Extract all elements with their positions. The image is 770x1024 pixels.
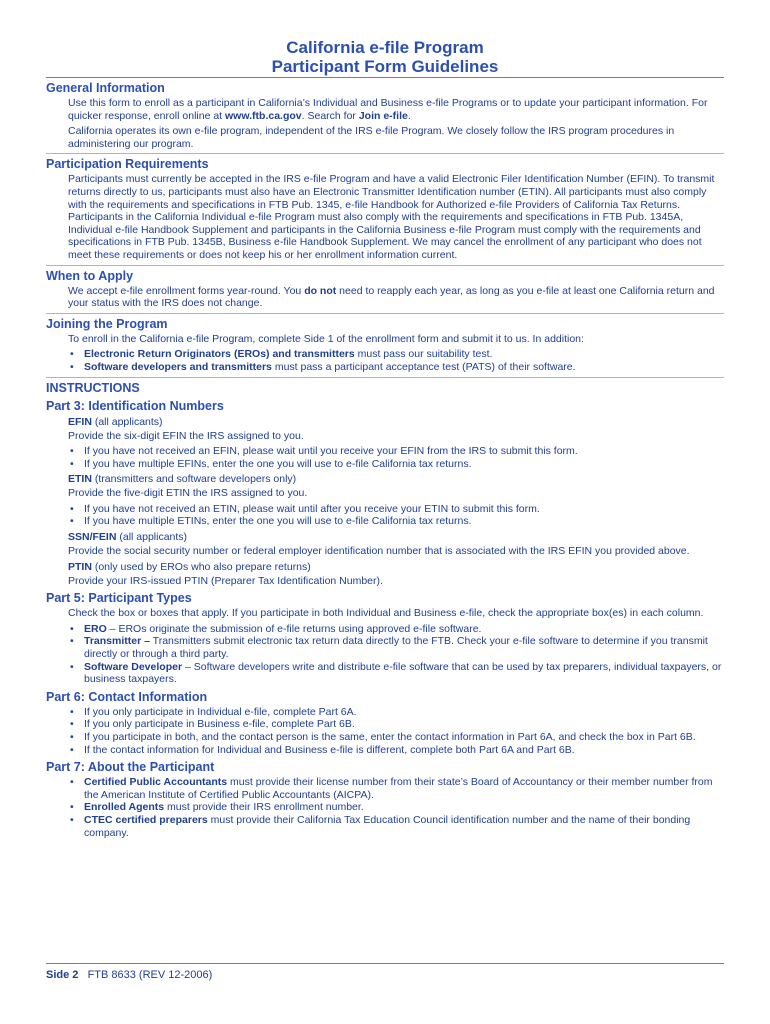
- efin-paragraph: Provide the six-digit EFIN the IRS assigned to you.: [68, 429, 304, 442]
- part6-list: [68, 706, 724, 756]
- part5-paragraph: Check the box or boxes that apply. If you participate in both Individual and Business e-file, check the appropriate box(es) in each column.: [68, 607, 704, 620]
- list-item-bold: Electronic Return Originators (EROs) and transmitters: [84, 348, 355, 361]
- when-text-a: We accept e-file enrollment forms year-round. You: [68, 284, 305, 297]
- page-title: [46, 38, 724, 76]
- general-information-heading: General Information: [46, 81, 165, 95]
- efin-label: EFIN: [68, 415, 92, 428]
- ptin-paragraph: Provide your IRS-issued PTIN (Preparer Tax Identification Number).: [68, 574, 383, 587]
- list-item-bold: Software developers and transmitters: [84, 360, 272, 373]
- when-to-apply-paragraph: [68, 285, 724, 310]
- ptin-label: PTIN: [68, 560, 92, 573]
- list-item-bold: Transmitter –: [84, 635, 150, 648]
- footer-side: Side 2: [46, 969, 79, 981]
- ssn-qualifier: (all applicants): [116, 531, 188, 544]
- part6-heading: Part 6: Contact Information: [46, 689, 208, 704]
- joining-section: [46, 316, 724, 374]
- title-line-2: Participant Form Guidelines: [271, 57, 499, 76]
- when-text-b: need to reapply each year, as long as you e-file at least one California return and your status with the IRS does not change.: [68, 284, 715, 310]
- footer-form-number: FTB 8633 (REV 12-2006): [87, 969, 213, 981]
- title-line-1: California e-file Program: [286, 38, 484, 57]
- etin-paragraph: Provide the five-digit ETIN the IRS assigned to you.: [68, 487, 308, 500]
- list-item: • If you have not received an EFIN, please wait until you receive your EFIN from the IRS to submit this form.: [68, 445, 724, 458]
- efin-subheading: [68, 416, 724, 429]
- list-item: [68, 776, 724, 801]
- list-item-text: – EROs originate the submission of e-file returns using approved e-file software.: [106, 622, 482, 635]
- document-page: [46, 38, 724, 842]
- joining-heading: Joining the Program: [46, 316, 168, 331]
- when-bold-text: do not: [304, 284, 337, 297]
- list-item: • If you have multiple EFINs, enter the one you will use to e-file California tax returns.: [68, 458, 724, 471]
- part7-list: [68, 776, 724, 839]
- list-item: [68, 635, 724, 660]
- list-item-bold: Certified Public Accountants: [84, 776, 228, 789]
- ptin-subheading: [68, 561, 724, 574]
- part5-list: [68, 623, 724, 686]
- list-item-text: must provide their license number from their state’s Board of Accountancy or their member number from the American Institute of Certified Public Accountants (AICPA).: [84, 776, 713, 801]
- general-information-paragraph-1: [68, 97, 724, 122]
- general-p1-text-a: Use this form to enroll as a participant in California’s Individual and Business e-file Programs or to update your participant information. For quicker response, enroll online at: [68, 97, 708, 122]
- part5-heading: Part 5: Participant Types: [46, 591, 192, 606]
- part3-heading: Part 3: Identification Numbers: [46, 398, 224, 413]
- list-item-bold: CTEC certified preparers: [84, 813, 208, 826]
- ssn-label: SSN/FEIN: [68, 531, 117, 544]
- participation-section: [46, 156, 724, 261]
- general-p1-text-c: .: [407, 109, 411, 122]
- instructions-heading: INSTRUCTIONS: [46, 380, 140, 395]
- title-rule: [46, 77, 724, 78]
- ftb-website-link[interactable]: www.ftb.ca.gov: [225, 109, 302, 122]
- section-divider: [46, 153, 724, 154]
- section-divider: [46, 377, 724, 378]
- list-item-text: must pass a participant acceptance test (PATS) of their software.: [271, 360, 576, 373]
- list-item-text: must pass our suitability test.: [354, 348, 493, 361]
- when-to-apply-heading: When to Apply: [46, 268, 134, 283]
- ssn-subheading: [68, 531, 724, 544]
- section-divider: [46, 265, 724, 266]
- instructions-section: [46, 380, 724, 840]
- etin-label: ETIN: [68, 473, 92, 486]
- list-item-text: Transmitters submit electronic tax return data directly to the FTB. Check your e-file software to determine if you transmit directly or through a third party.: [84, 635, 708, 661]
- etin-list: [68, 503, 724, 528]
- general-information-paragraph-2: California operates its own e-file program, independent of the IRS e-file Program. We closely follow the IRS program procedures in administering our program.: [68, 125, 675, 150]
- joining-paragraph: To enroll in the California e-file Program, complete Side 1 of the enrollment form and submit it to us. In addition:: [68, 332, 584, 345]
- participation-paragraph: Participants must currently be accepted in the IRS e-file Program and have a valid Electronic Filer Identification Number (EFIN). To transmit returns directly to us, participants must also have an Electronic Transmitter Identification number (ETIN). All participants must also comply with the requirements and specifications in FTB Pub. 1345, e-file Handbook for Authorized e-file Providers of California Tax Returns. Participants in the California Individual e-file Program must also comply with the requirements and specifications in FTB Pub. 1345A, Individual e-file Handbook Supplement and participants in the California Business e-file Program must comply with the requirements and specifications in FTB Pub. 1345B, Business e-file Handbook Supplement. We may cancel the enrollment of any participant who does not meet these requirements or does not keep his or her enrollment information current.: [68, 173, 715, 261]
- efin-list: [68, 445, 724, 470]
- list-item: • If you have not received an ETIN, please wait until after you receive your ETIN to submit this form.: [68, 503, 724, 516]
- page-footer: [46, 963, 724, 981]
- list-item-bold: Software Developer: [84, 660, 183, 673]
- participation-heading: Participation Requirements: [46, 157, 209, 172]
- list-item: [68, 801, 724, 814]
- list-item-text: must provide their California Tax Education Council identification number and the name of their bonding company.: [84, 813, 691, 839]
- list-item: • If you have multiple ETINs, enter the one you will use to e-file California tax returns.: [68, 515, 724, 528]
- joining-list: [68, 348, 724, 373]
- list-item: • If you only participate in Business e-file, complete Part 6B.: [68, 718, 724, 731]
- ptin-qualifier: (only used by EROs who also prepare returns): [91, 560, 311, 573]
- section-divider: [46, 313, 724, 314]
- efin-qualifier: (all applicants): [91, 415, 163, 428]
- list-item-bold: Enrolled Agents: [84, 801, 165, 814]
- general-information-section: [46, 80, 724, 150]
- list-item: • If you participate in both, and the contact person is the same, enter the contact information in Part 6A, and check the box in Part 6B.: [68, 731, 724, 744]
- list-item: [68, 661, 724, 686]
- etin-qualifier: (transmitters and software developers only): [91, 473, 297, 486]
- list-item: • If you only participate in Individual e-file, complete Part 6A.: [68, 706, 724, 719]
- general-p1-text-b: . Search for: [301, 109, 359, 122]
- when-to-apply-section: [46, 268, 724, 310]
- list-item: [68, 814, 724, 839]
- list-item: [68, 623, 724, 636]
- list-item: [68, 348, 724, 361]
- list-item: • If the contact information for Individual and Business e-file is different, complete both Part 6A and Part 6B.: [68, 744, 724, 757]
- join-efile-text: Join e-file: [358, 109, 408, 122]
- list-item-bold: ERO: [84, 622, 107, 635]
- list-item: [68, 361, 724, 374]
- list-item-text: must provide their IRS enrollment number.: [164, 801, 364, 814]
- part7-heading: Part 7: About the Participant: [46, 760, 215, 775]
- list-item-text: – Software developers write and distribute e-file software that can be used by tax preparers, individual taxpayers, or business taxpayers.: [84, 660, 722, 686]
- ssn-paragraph: Provide the social security number or federal employer identification number that is associated with the IRS EFIN you provided above.: [68, 545, 690, 558]
- etin-subheading: [68, 473, 724, 486]
